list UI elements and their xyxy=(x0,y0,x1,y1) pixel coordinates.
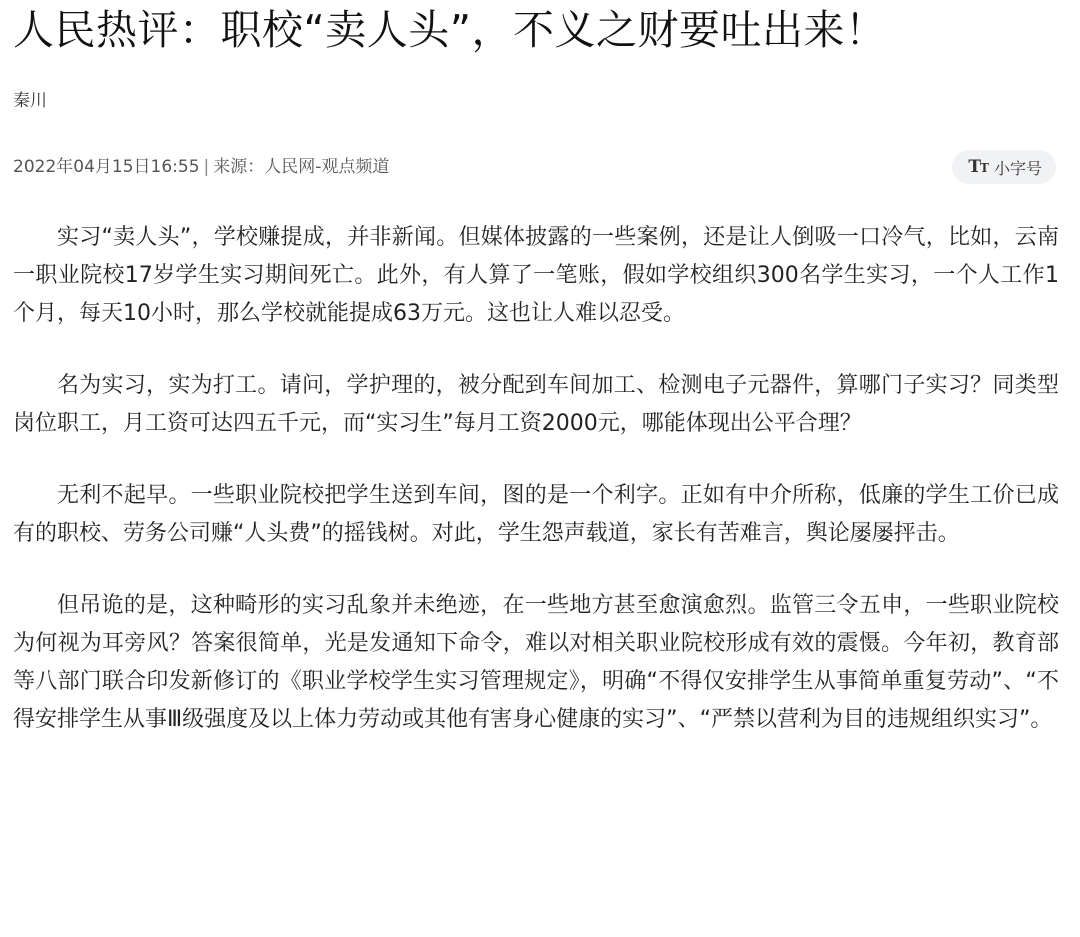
article-author[interactable]: 秦川 xyxy=(13,91,47,111)
source-link[interactable]: 人民网-观点频道 xyxy=(264,157,390,177)
meta-separator: | xyxy=(203,157,210,177)
font-size-toggle-button[interactable] xyxy=(952,150,1056,184)
article-paragraph: 无利不起早。一些职业院校把学生送到车间，图的是一个利字。正如有中介所称，低廉的学生工价已成有的职校、劳务公司赚“人头费”的摇钱树。对此，学生怨声载道，家长有苦难言，舆论屡屡抨击。 xyxy=(13,483,1059,546)
article-title: 人民热评：职校“卖人头”，不义之财要吐出来！ xyxy=(13,6,887,54)
font-size-toggle-label: 小字号 xyxy=(993,158,1042,178)
article-paragraph: 但吊诡的是，这种畸形的实习乱象并未绝迹，在一些地方甚至愈演愈烈。监管三令五申，一些职业院校为何视为耳旁风？答案很简单，光是发通知下命令，难以对相关职业院校形成有效的震慑。今年初，教育部等八部门联合印发新修订的《职业学校学生实习管理规定》，明确“不得仅安排学生从事简单重复劳动”、“不得安排学生从事Ⅲ级强度及以上体力劳动或其他有害身心健康的实习”、“严禁以营利为目的违规组织实习”。 xyxy=(13,593,1059,732)
article-paragraph: 名为实习，实为打工。请问，学护理的，被分配到车间加工、检测电子元器件，算哪门子实习？同类型岗位职工，月工资可达四五千元，而“实习生”每月工资2000元，哪能体现出公平合理？ xyxy=(13,373,1059,436)
meta-line xyxy=(13,155,389,179)
font-size-icon: TT xyxy=(968,157,988,177)
article-paragraph: 实习“卖人头”，学校赚提成，并非新闻。但媒体披露的一些案例，还是让人倒吸一口冷气，比如，云南一职业院校17岁学生实习期间死亡。此外，有人算了一笔账，假如学校组织300名学生实习，一个人工作1个月，每天10小时，那么学校就能提成63万元。这也让人难以忍受。 xyxy=(13,225,1059,326)
source-label: 来源： xyxy=(213,157,265,177)
article-meta xyxy=(13,150,1056,184)
publish-datetime: 2022年04月15日16:55 xyxy=(13,157,200,177)
article-body xyxy=(13,219,1059,773)
